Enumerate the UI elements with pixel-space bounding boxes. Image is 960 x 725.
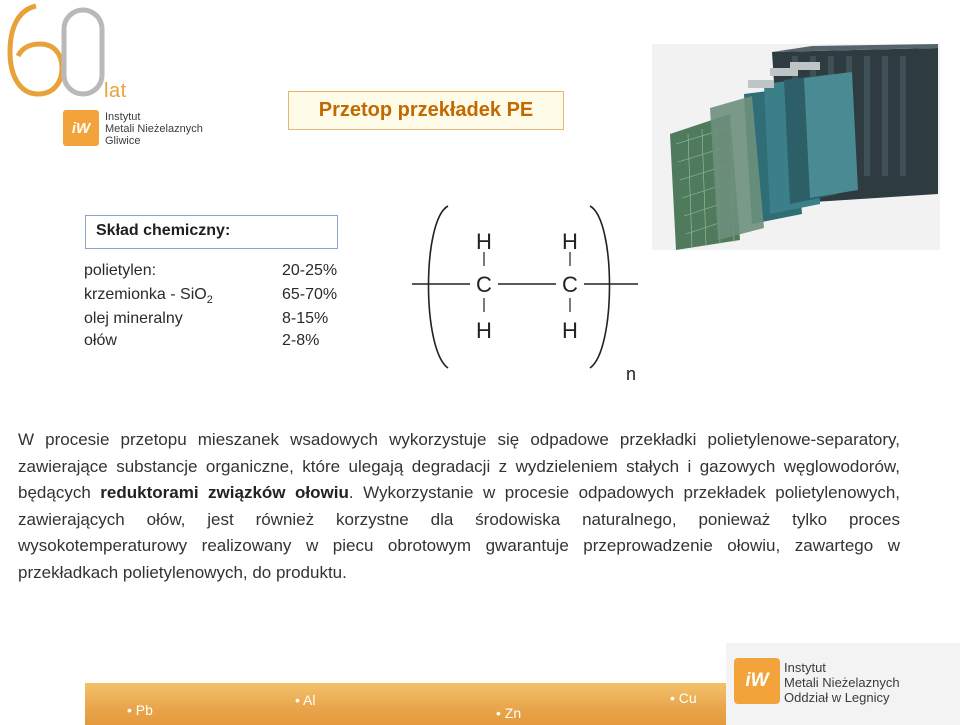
anniversary-60-logo <box>4 2 114 102</box>
atom-h: H <box>562 229 578 254</box>
institute-logo-top <box>63 110 208 150</box>
right-bracket <box>590 206 610 368</box>
polyethylene-formula <box>400 200 650 390</box>
logo-lat-text: lat <box>104 80 127 102</box>
paragraph-bold: reduktorami związków ołowiu <box>100 483 349 503</box>
left-bracket <box>429 206 449 368</box>
atom-h: H <box>476 229 492 254</box>
iwn-mark: iW <box>734 658 780 704</box>
institute-line-2: Metali Nieżelaznych <box>105 123 203 135</box>
institute-line-1: Instytut <box>105 111 141 123</box>
footer-element: • Al <box>295 692 316 708</box>
subscript: 2 <box>206 294 213 307</box>
description-paragraph <box>18 427 900 587</box>
footer-element-bar <box>85 683 728 725</box>
footer-element: • Cu <box>670 690 697 706</box>
institute-line-3: Gliwice <box>105 135 141 147</box>
subscript-n: n <box>626 364 637 384</box>
atom-h: H <box>562 318 578 343</box>
institute-line-2: Metali Nieżelaznych <box>784 675 900 690</box>
footer-element: • Zn <box>496 705 522 721</box>
battery-separators-photo <box>652 44 940 250</box>
atom-c: C <box>476 272 492 297</box>
composition-name: polietylen: <box>84 262 157 279</box>
composition-name: ołów <box>84 332 117 349</box>
atom-c: C <box>562 272 578 297</box>
composition-name: olej mineralny <box>84 310 183 327</box>
composition-value: 8-15% <box>282 310 329 327</box>
iwn-mark: iW <box>63 110 99 146</box>
composition-value: 2-8% <box>282 332 320 349</box>
composition-name: krzemionka - SiO$_2$ <box>84 286 213 307</box>
paragraph-text-1: W procesie przetopu mieszanek wsadowych wykorzystuje się odpadowe przekładki polietylenowe-separatory, zawierające substancje organiczne, które ulegają degradacji z wydzieleniem stałych i gazowych węglowodorów, będących <box>18 430 900 503</box>
institute-line-1: Instytut <box>784 660 826 675</box>
composition-value: 20-25% <box>282 262 338 279</box>
atom-h: H <box>476 318 492 343</box>
composition-heading: Skład chemiczny: <box>85 215 338 249</box>
paragraph-text-2: . Wykorzystanie w procesie odpadowych przekładek polietylenowych, zawierających ołów, jest również korzystne dla środowiska naturalnego, ponieważ tylko proces wysokotemperaturowy realizowany w piecu obrotowym gwarantuje przeprowadzenie ołowiu, zawartego w przekładkach polietylenowych, do produktu. <box>18 483 901 582</box>
institute-logo-bottom <box>726 643 960 725</box>
slide-title: Przetop przekładek PE <box>288 91 564 130</box>
institute-line-3: Oddział w Legnicy <box>784 690 890 705</box>
composition-value: 65-70% <box>282 286 338 303</box>
footer-element: • Pb <box>127 702 153 718</box>
